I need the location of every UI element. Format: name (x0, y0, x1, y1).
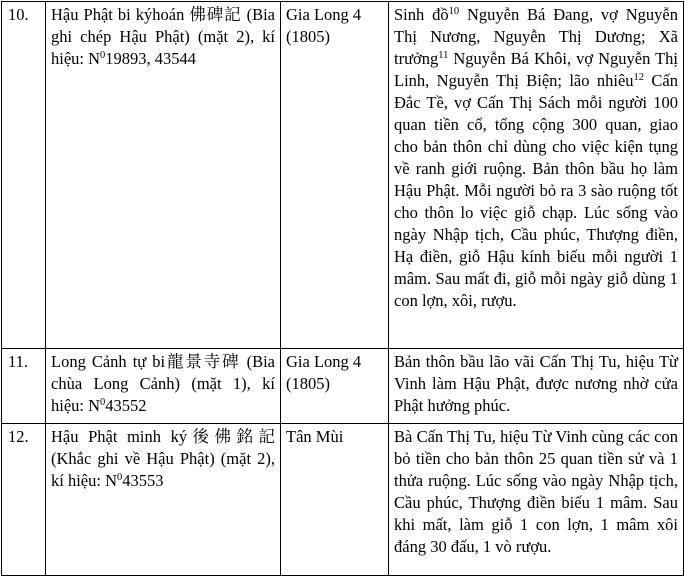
inscription-title: Hậu Phật bi kýhoán 佛碑記 (51, 5, 242, 24)
content-text: Cấn Đắc Tề, vợ Cấn Thị Sách mỗi người 100 quan tiền cổ, tổng cộng 300 quan, giao cho bản thôn chỉ dùng cho việc kiện tụng về ranh giới ruộng. Bản thôn bầu họ làm Hậu Phật. Mỗi người bỏ ra 3 sào ruộng tốt cho thôn lo việc giỗ chạp. Lúc sống vào ngày Nhập tịch, Cầu phúc, Thượng điền, Hạ điền, giỗ Hậu kính biếu mỗi người 1 mâm. Sau mất đi, giỗ mỗi ngày giỗ dùng 1 con lợn, xôi, rượu. (394, 71, 678, 310)
table-row (2, 2, 684, 349)
inscription-title-cell (46, 424, 281, 576)
inscription-title: Hậu Phật minh ký後佛銘記 (51, 427, 275, 446)
footnote-marker: 11 (438, 50, 449, 61)
content-cell (389, 2, 684, 349)
inscription-subtitle: (Khắc ghi về Hậu Phật) (mặt 2), kí hiệu: N (51, 449, 275, 490)
code-superscript: 0 (117, 472, 123, 483)
table-row (2, 424, 684, 576)
inscription-title-cell (46, 2, 281, 349)
content-text: Nguyễn Bá Đang, vợ Nguyễn Thị Nương, Nguyễn Thị Dương; Xã trưởng (394, 5, 678, 68)
inscription-code: 43553 (122, 471, 164, 490)
date-cell: Tân Mùi (281, 424, 389, 576)
row-number: 11. (2, 349, 46, 424)
inscription-title: Long Cảnh tự bi龍景寺碑 (51, 352, 241, 371)
inscription-code: 19893, 43544 (105, 49, 197, 68)
code-superscript: 0 (100, 50, 106, 61)
inscription-code: 43552 (105, 396, 147, 415)
inscription-table (1, 1, 684, 576)
content-text: Bản thôn bầu lão vãi Cấn Thị Tu, hiệu Từ Vinh làm Hậu Phật, được nương nhờ cửa Phật hưởng phúc. (394, 352, 678, 415)
content-cell (389, 349, 684, 424)
code-superscript: 0 (100, 397, 106, 408)
table-row (2, 349, 684, 424)
row-number: 12. (2, 424, 46, 576)
row-number: 10. (2, 2, 46, 349)
content-text: Bà Cấn Thị Tu, hiệu Từ Vinh cùng các con bỏ tiền cho bản thôn 25 quan tiền sử và 1 thửa ruộng. Lúc sống vào ngày Nhập tịch, Cầu phúc, Thượng điền biếu 1 mâm. Sau khi mất, làm giỗ 1 con lợn, 1 mâm xôi đáng 30 đấu, 1 vò rượu. (394, 427, 678, 556)
content-text: Sinh đồ (394, 5, 449, 24)
date-cell: Gia Long 4 (1805) (281, 349, 389, 424)
date-cell: Gia Long 4 (1805) (281, 2, 389, 349)
inscription-title-cell (46, 349, 281, 424)
footnote-marker: 12 (633, 72, 645, 83)
content-cell (389, 424, 684, 576)
footnote-marker: 10 (448, 6, 460, 17)
inscription-subtitle: (Bia chùa Long Cảnh) (mặt 1), kí hiệu: N (51, 352, 275, 415)
content-text: Nguyễn Bá Khôi, vợ Nguyễn Thị Linh, Nguyễn Thị Biện; lão nhiêu (394, 49, 678, 90)
inscription-subtitle: (Bia ghi chép Hậu Phật) (mặt 2), kí hiệu: N (51, 5, 276, 68)
